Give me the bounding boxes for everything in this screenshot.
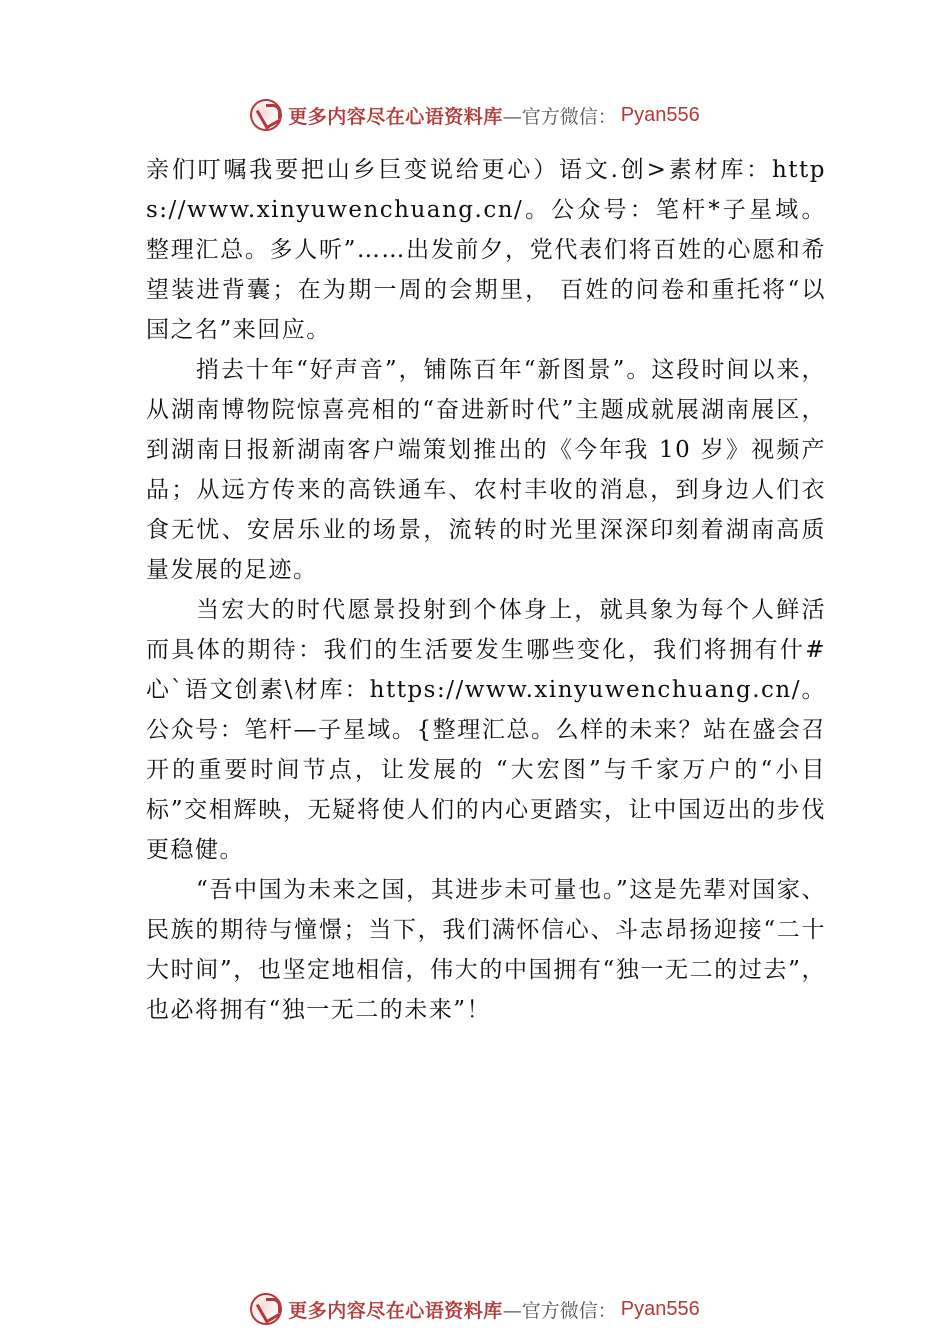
paragraph-3: 当宏大的时代愿景投射到个体身上，就具象为每个人鲜活而具体的期待：我们的生活要发生哪些变化，我们将拥有什#心`语文创素\材库：https://www.xinyuwenchuang.cn/。公众号：笔杆—子星域。{整理汇总。么样的未来？站在盛会召开的重要时间节点，让发展的 “大宏图”与千家万户的“小目标”交相辉映，无疑将使人们的内心更踏实，让中国迈出的步伐更稳健。: [146, 597, 826, 863]
paragraph-2: 捎去十年“好声音”，铺陈百年“新图景”。这段时间以来，从湖南博物院惊喜亮相的“奋进新时代”主题成就展湖南展区，到湖南日报新湖南客户端策划推出的《今年我 10 岁》视频产品；从远方传来的高铁通车、农村丰收的消息，到身边人们衣食无忧、安居乐业的场景，流转的时光里深深印刻着湖南高质量发展的足迹。: [146, 357, 826, 583]
banner-title: 更多内容尽在心语资料库: [288, 1299, 503, 1322]
footer-banner: [0, 1289, 950, 1329]
banner-separator: —官方微信：: [502, 1299, 617, 1322]
brush-logo-icon: [250, 1293, 282, 1325]
header-banner: [0, 95, 950, 135]
brush-logo-icon: [250, 99, 282, 131]
banner-wechat-handle: Pyan556: [620, 103, 700, 126]
document-body: [146, 150, 826, 1030]
banner-title: 更多内容尽在心语资料库: [288, 105, 503, 128]
paragraph-1: 亲们叮嘱我要把山乡巨变说给更心）语文.创>素材库：https://www.xinyuwenchuang.cn/。公众号：笔杆*子星域。整理汇总。多人听”……出发前夕，党代表们将百姓的心愿和希望装进背囊；在为期一周的会期里， 百姓的问卷和重托将“以国之名”来回应。: [146, 157, 826, 343]
banner-wechat-handle: Pyan556: [620, 1297, 700, 1320]
banner-separator: —官方微信：: [502, 105, 617, 128]
paragraph-4: “吾中国为未来之国，其进步未可量也。”这是先辈对国家、民族的期待与憧憬；当下，我们满怀信心、斗志昂扬迎接“二十大时间”，也坚定地相信，伟大的中国拥有“独一无二的过去”，也必将拥有“独一无二的未来”！: [146, 877, 826, 1023]
